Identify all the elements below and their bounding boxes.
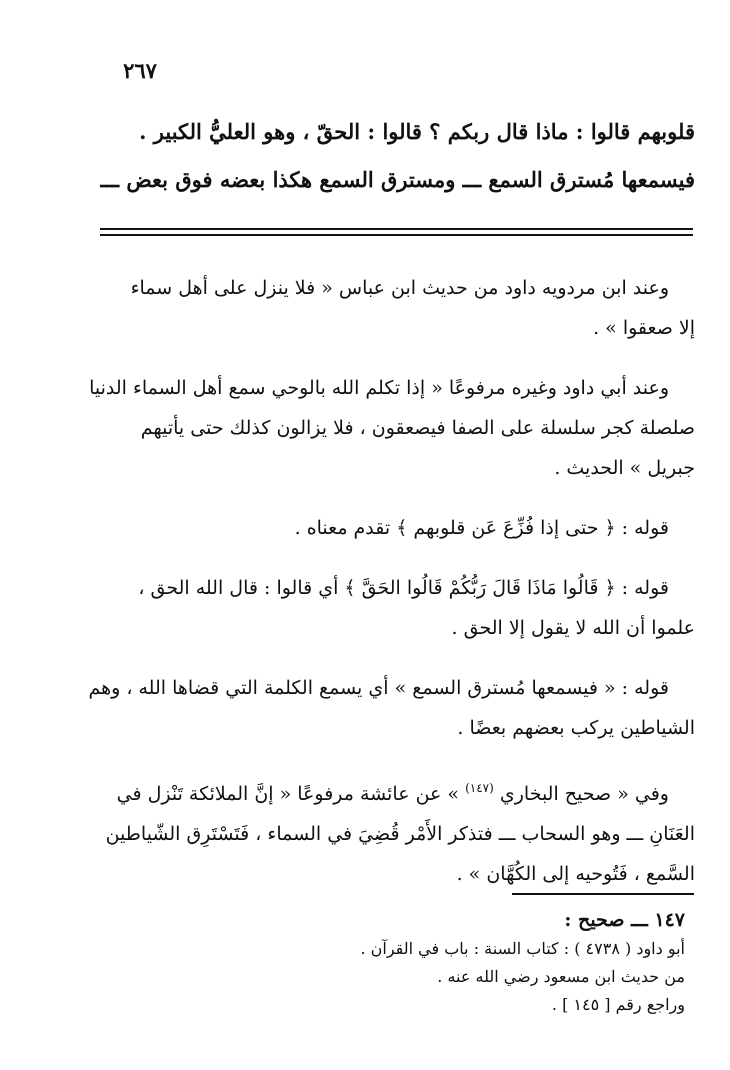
footnote-heading: ١٤٧ ـــ صحيح : (564, 909, 685, 931)
text-line: صلصلة كجر سلسلة على الصفا فيصعقون ، فلا يزالون كذلك حتى يأتيهم (140, 417, 695, 439)
footnote-divider (512, 893, 694, 895)
text-line: وعند أبي داود وغيره مرفوعًا « إذا تكلم الله بالوحي سمع أهل السماء الدنيا (89, 377, 669, 399)
text-line (100, 768, 695, 814)
text-line: العَنَانِ ـــ وهو السحاب ـــ فتذكر الأَمْر قُضِيَ في السماء ، فَتَسْتَرِق الشّياطين (105, 823, 695, 845)
double-divider (100, 228, 693, 236)
text-line: قوله : ﴿ حتى إذا فُزِّعَ عَن قلوبهم ﴾ تقدم معناه . (294, 517, 669, 539)
body-text (88, 268, 695, 914)
page-number: ٢٦٧ (123, 58, 157, 83)
text-line: جبريل » الحديث . (554, 457, 695, 479)
paragraph (100, 768, 695, 894)
paragraph (88, 668, 695, 748)
paragraph (89, 368, 695, 488)
text-line: قوله : « فيسمعها مُسترق السمع » أي يسمع الكلمة التي قضاها الله ، وهم (88, 677, 669, 699)
top-text-block (100, 108, 695, 204)
text-line: إلا صعقوا » . (593, 317, 695, 339)
footnote-reference[interactable]: (١٤٧) (465, 781, 494, 795)
text-line: وعند ابن مردويه داود من حديث ابن عباس « فلا ينزل على أهل سماء (130, 277, 669, 299)
text-segment: وفي « صحيح البخاري (493, 783, 669, 805)
text-line: علموا أن الله لا يقول إلا الحق . (451, 617, 695, 639)
footnote (100, 905, 685, 1019)
text-line: الشياطين يركب بعضهم بعضًا . (457, 717, 695, 739)
paragraph (100, 568, 695, 648)
top-text-line: قلوبهم قالوا : ماذا قال ربكم ؟ قالوا : الحقّ ، وهو العليُّ الكبير . (139, 119, 695, 144)
text-line: قوله : ﴿ قَالُوا مَاذَا قَالَ رَبُّكُمْ قَالُوا الحَقَّ ﴾ أي قالوا : قال الله الحق ، (138, 577, 669, 599)
text-segment: » عن عائشة مرفوعًا « إنَّ الملائكة تَنْزل في (116, 783, 466, 805)
paragraph (100, 268, 695, 348)
footnote-line: أبو داود ( ٤٧٣٨ ) : كتاب السنة : باب في القرآن . (360, 939, 685, 958)
paragraph (100, 508, 695, 548)
top-text-line: فيسمعها مُسترق السمع ـــ ومسترق السمع هكذا بعضه فوق بعض ـــ (100, 167, 695, 192)
footnote-line: من حديث ابن مسعود رضي الله عنه . (437, 967, 685, 986)
text-line: السَّمع ، فَتُوحيه إلى الكُهَّان » . (456, 863, 695, 885)
footnote-line: وراجع رقم [ ١٤٥ ] . (551, 995, 685, 1014)
